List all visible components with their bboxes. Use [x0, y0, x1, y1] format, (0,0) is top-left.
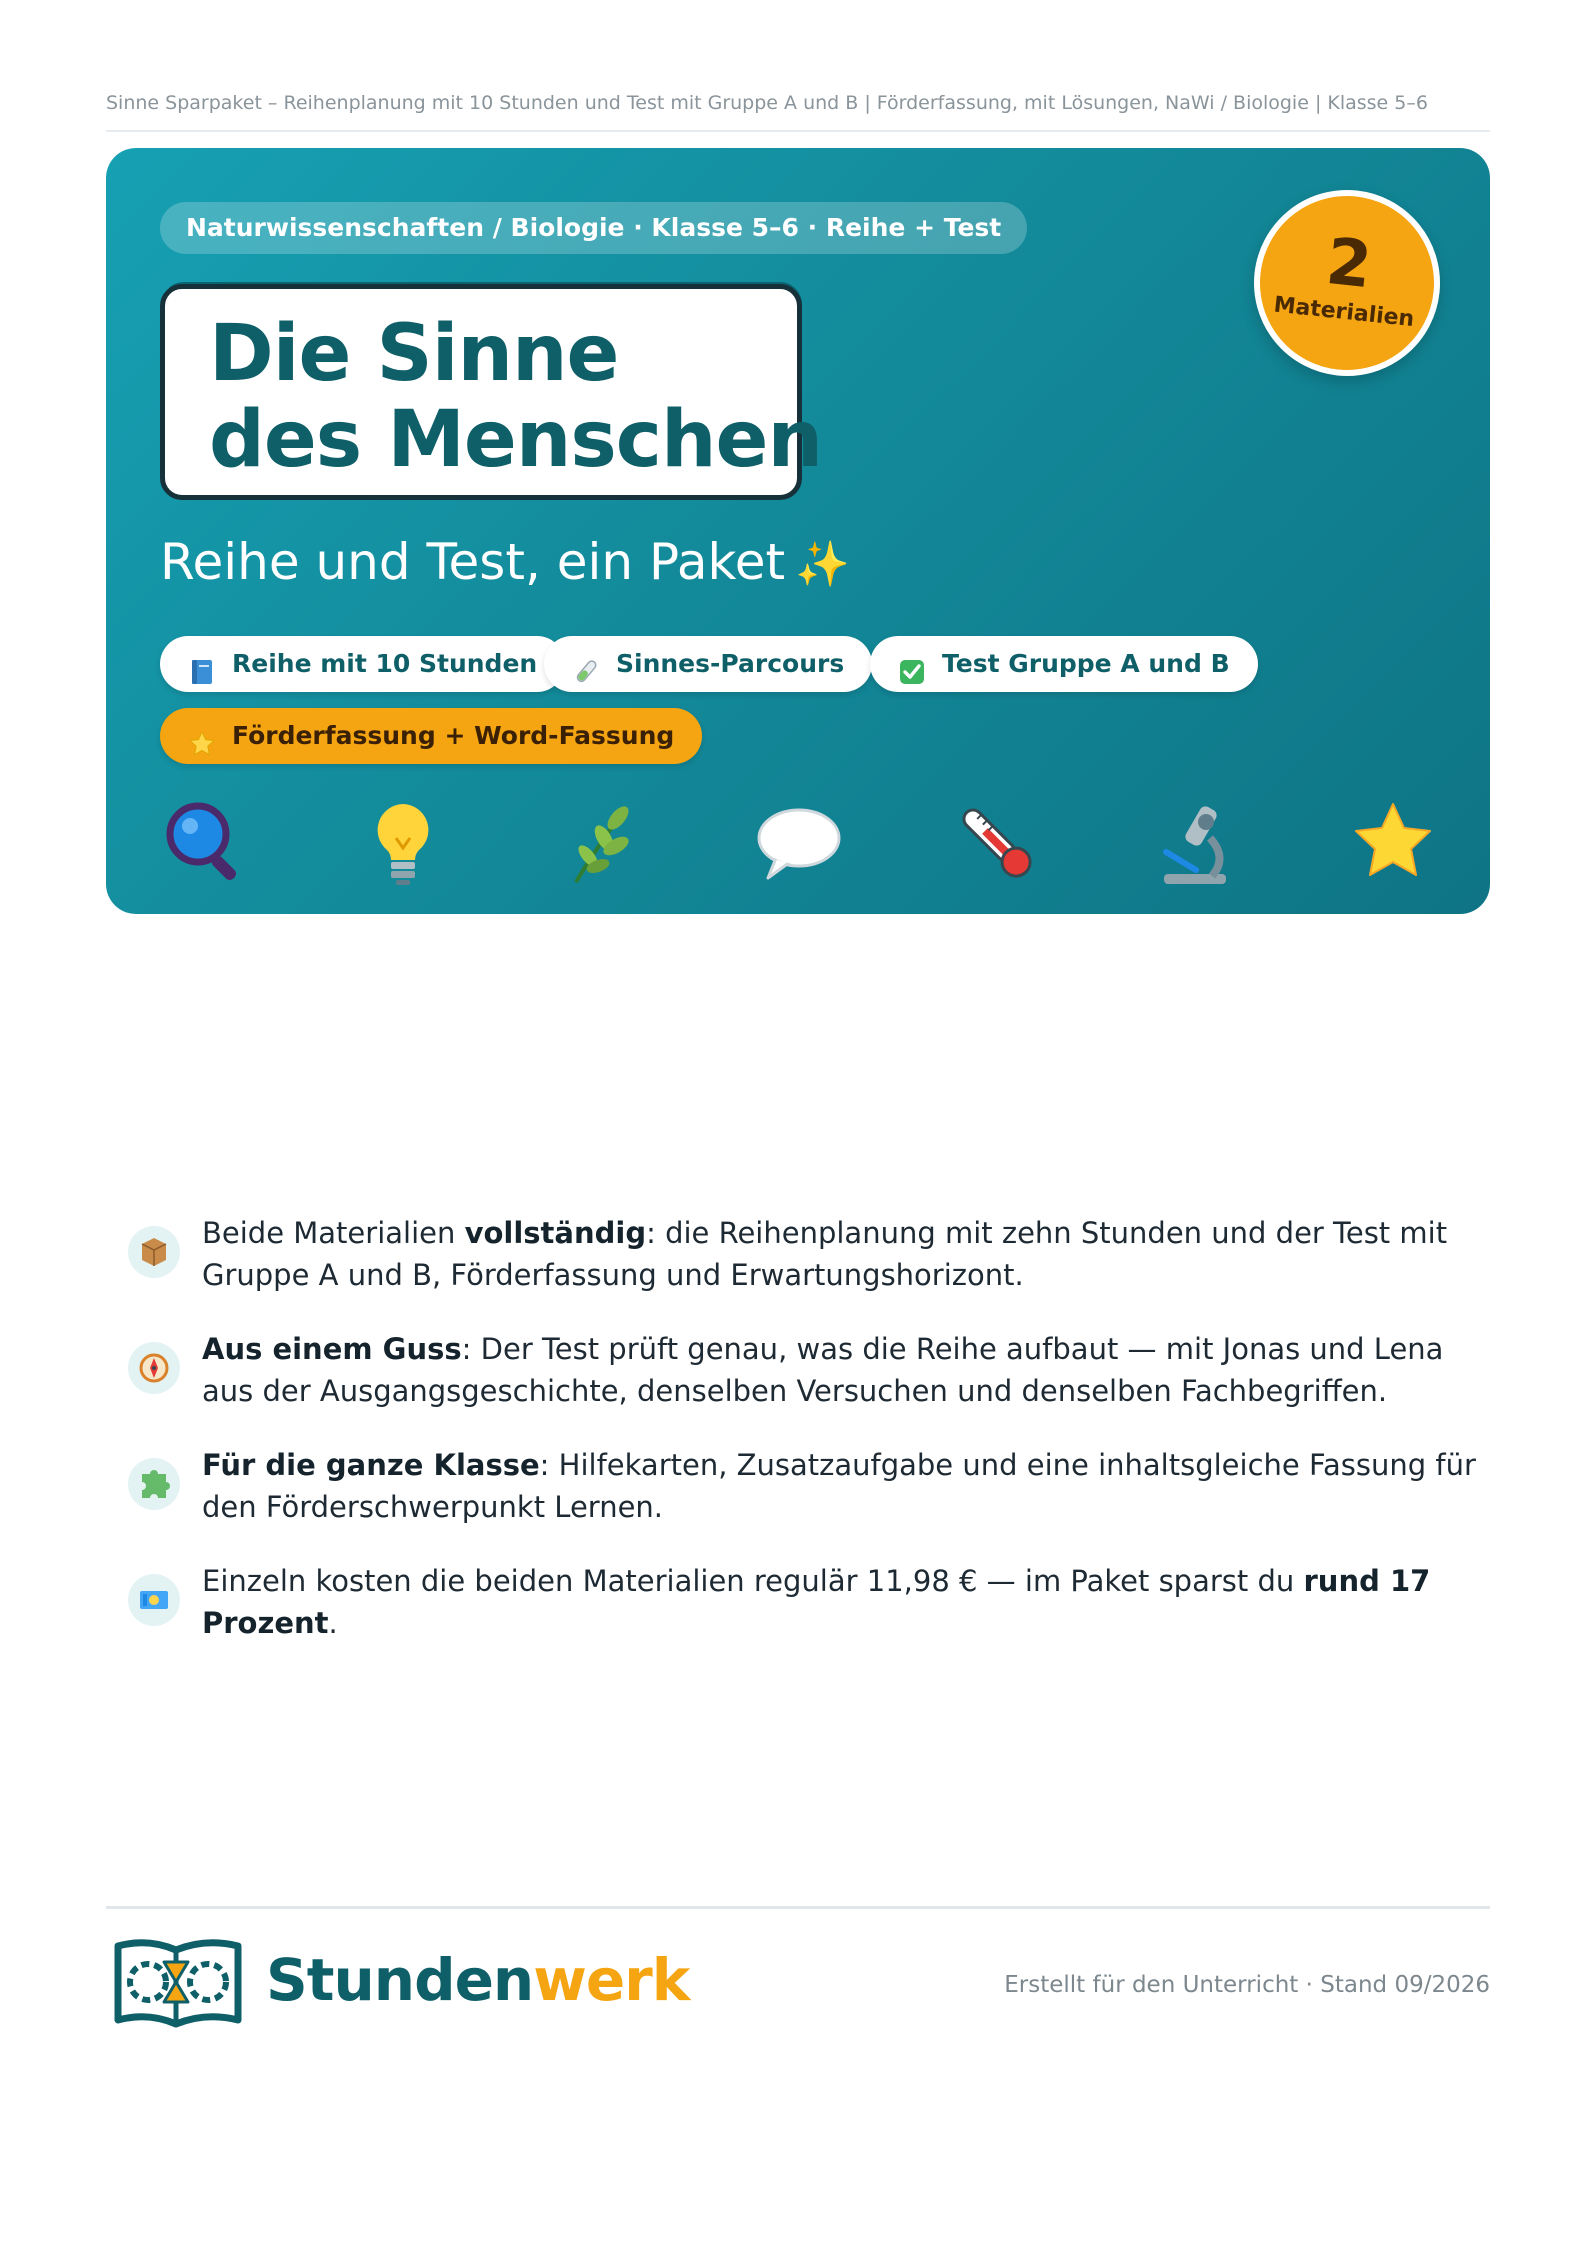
- subtitle: [160, 533, 850, 591]
- feature-text: Einzeln kosten die beiden Materialien regulär 11,98 € — im Paket sparst du: [202, 1564, 1304, 1598]
- chip-test: [870, 636, 1258, 692]
- thermometer-icon: [952, 798, 1042, 888]
- list-item: [128, 1444, 1488, 1528]
- test-tube-icon: [572, 650, 600, 678]
- money-icon: [128, 1574, 180, 1626]
- stundenwerk-logo-icon: [112, 1936, 244, 2032]
- chip-label: Sinnes-Parcours: [616, 649, 845, 678]
- document-header: Sinne Sparpaket – Reihenplanung mit 10 Stunden und Test mit Gruppe A und B | Förderfassung, mit Lösungen, NaWi / Biologie | Klasse 5–6: [106, 92, 1428, 114]
- brand-part-1: Stunden: [266, 1946, 534, 2014]
- badge-label: Materialien: [1272, 292, 1416, 333]
- check-box-icon: [898, 650, 926, 678]
- lightbulb-icon: [358, 798, 448, 888]
- chip-parcours: [544, 636, 872, 692]
- brand-part-2: werk: [533, 1946, 690, 2014]
- title-box: [160, 284, 822, 500]
- subject-tag: Naturwissenschaften / Biologie · Klasse 5–6 · Reihe + Test: [160, 202, 1027, 254]
- feature-emphasis: Aus einem Guss: [202, 1332, 462, 1366]
- feature-text: : Hilfekarten, Zusatzaufgabe und eine inhaltsgleiche Fassung für den Förderschwerpunkt Lernen.: [202, 1448, 1476, 1524]
- package-icon: [128, 1226, 180, 1278]
- topic-icons: [160, 798, 1444, 888]
- page-title-line-2: des Menschen: [209, 395, 822, 485]
- chip-label: Test Gruppe A und B: [942, 649, 1230, 678]
- feature-text: : Der Test prüft genau, was die Reihe aufbaut — mit Jonas und Lena aus der Ausgangsgeschichte, denselben Versuchen und denselben Fachbegriffen.: [202, 1332, 1444, 1408]
- feature-emphasis: rund 17 Prozent: [202, 1564, 1431, 1640]
- herb-icon: [556, 798, 646, 888]
- page-title-line-1: Die Sinne: [209, 309, 619, 399]
- hero-banner: [106, 148, 1490, 914]
- star-icon: [1348, 798, 1438, 888]
- chip-label: Förderfassung + Word-Fassung: [232, 721, 675, 750]
- footer-note: Erstellt für den Unterricht · Stand 09/2026: [1004, 1972, 1490, 1998]
- feature-text: .: [328, 1606, 338, 1640]
- microscope-icon: [1150, 798, 1240, 888]
- chip-foerderfassung: [160, 708, 702, 764]
- materials-count-badge: [1245, 181, 1449, 385]
- subtitle-text: Reihe und Test, ein Paket: [160, 533, 786, 591]
- sparkles-icon: ✨: [795, 539, 850, 590]
- badge-number: 2: [1322, 224, 1375, 304]
- star-icon: [188, 722, 216, 750]
- feature-emphasis: Für die ganze Klasse: [202, 1448, 540, 1482]
- chip-label: Reihe mit 10 Stunden: [232, 649, 538, 678]
- puzzle-icon: [128, 1458, 180, 1510]
- list-item: [128, 1560, 1488, 1644]
- speech-bubble-icon: [754, 798, 844, 888]
- footer-divider: [106, 1906, 1490, 1909]
- feature-text: : die Reihenplanung mit zehn Stunden und der Test mit Gruppe A und B, Förderfassung und Erwartungshorizont.: [202, 1216, 1448, 1292]
- chip-reihe: [160, 636, 565, 692]
- header-divider: [106, 130, 1490, 132]
- feature-emphasis: vollständig: [464, 1216, 647, 1250]
- magnifier-icon: [160, 798, 250, 888]
- list-item: [128, 1212, 1488, 1296]
- list-item: [128, 1328, 1488, 1412]
- feature-text: Beide Materialien: [202, 1216, 465, 1250]
- compass-icon: [128, 1342, 180, 1394]
- brand-name: [266, 1946, 689, 2014]
- blue-book-icon: [188, 650, 216, 678]
- feature-list: [128, 1212, 1488, 1676]
